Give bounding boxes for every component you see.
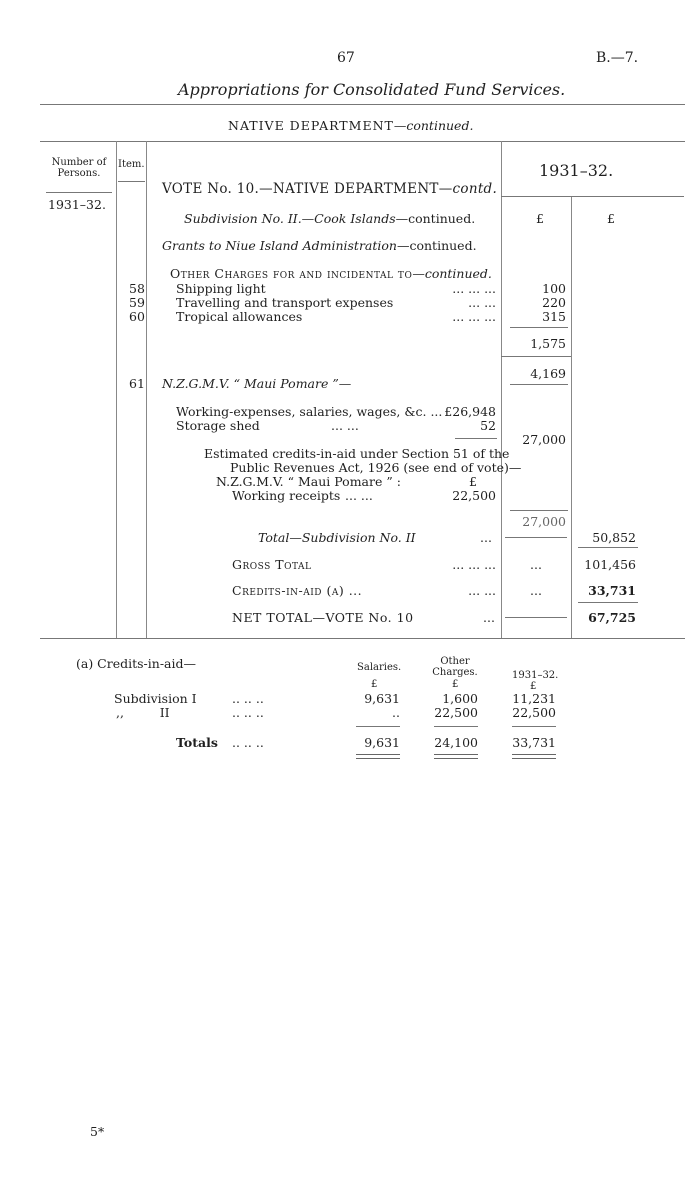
footnote-row-year: 22,500 bbox=[512, 705, 556, 720]
storage-shed-dots: ... ... bbox=[331, 418, 359, 433]
item-dots: ... ... ... bbox=[452, 281, 496, 296]
description-column-divider bbox=[501, 141, 502, 638]
net-total-label: NET TOTAL—VOTE No. 10 bbox=[232, 610, 414, 625]
footnote-double-rule-salaries bbox=[356, 754, 400, 759]
subdivision-continued: —continued. bbox=[395, 211, 476, 226]
page-title: Appropriations for Consolidated Fund Services. bbox=[178, 80, 566, 99]
table-top-rule bbox=[40, 141, 685, 142]
storage-shed-value: 52 bbox=[480, 418, 496, 433]
footnote-pound-year: £ bbox=[530, 681, 537, 692]
page-number: 67 bbox=[337, 50, 355, 66]
footnote-double-rule-year bbox=[512, 754, 556, 759]
grants-title: Grants to Niue Island Administration bbox=[162, 238, 397, 253]
item-label: Travelling and transport expenses bbox=[176, 295, 394, 310]
subtotal-value: 1,575 bbox=[530, 336, 566, 351]
subtotal-value: 4,169 bbox=[530, 366, 566, 381]
footnote-totals-year: 33,731 bbox=[512, 735, 556, 750]
footnote-row-dots: .. .. .. bbox=[232, 691, 264, 706]
grants-continued: —continued. bbox=[396, 238, 477, 253]
item-value: 315 bbox=[542, 309, 566, 324]
footnote-row-other: 1,600 bbox=[442, 691, 478, 706]
subdivision-total-label: Total—Subdivision No. II bbox=[258, 530, 416, 545]
item-header: Item. bbox=[118, 159, 145, 170]
grants-heading bbox=[162, 238, 477, 253]
credits-text-line-3: N.Z.G.M.V. “ Maui Pomare ” : bbox=[216, 474, 401, 489]
year-header-rule bbox=[501, 196, 684, 197]
maui-sum-rule bbox=[455, 438, 497, 439]
item-value: 220 bbox=[542, 295, 566, 310]
vote-heading bbox=[162, 181, 497, 197]
footnote-row-label: ,, II bbox=[116, 705, 170, 720]
persons-header-rule bbox=[46, 192, 112, 193]
net-total-dots: ... bbox=[483, 610, 495, 625]
other-charges-heading bbox=[170, 266, 492, 281]
credits-in-aid-dots: ... ... bbox=[468, 583, 496, 598]
subdivision-title: Subdivision No. II.—Cook Islands bbox=[184, 211, 396, 226]
net-total-value: 67,725 bbox=[588, 610, 636, 625]
gross-total-mid-dots: ... bbox=[530, 557, 542, 572]
footnote-totals-label: Totals bbox=[176, 735, 218, 750]
signature-mark: 5* bbox=[90, 1124, 105, 1139]
footnote-row-year: 11,231 bbox=[512, 691, 556, 706]
gross-total-value: 101,456 bbox=[584, 557, 636, 572]
item-value: 100 bbox=[542, 281, 566, 296]
footnote-row-dots: .. .. .. bbox=[232, 705, 264, 720]
credits-in-aid-value: 33,731 bbox=[588, 583, 636, 598]
document-reference: B.—7. bbox=[596, 50, 639, 66]
maui-heading: N.Z.G.M.V. “ Maui Pomare ”— bbox=[162, 376, 352, 391]
maui-net-value: 27,000 bbox=[522, 432, 566, 447]
footnote-rule-year bbox=[512, 726, 556, 727]
footnote-row-other: 22,500 bbox=[434, 705, 478, 720]
item-number: 58 bbox=[129, 281, 145, 296]
credits-in-aid-text: Credits-in-aid (a) ... bbox=[232, 583, 363, 598]
working-expenses-value: £26,948 bbox=[444, 404, 496, 419]
subdivision-heading bbox=[184, 211, 475, 226]
persons-year: 1931–32. bbox=[48, 197, 106, 212]
pound-unit-1: £ bbox=[536, 211, 544, 226]
working-receipts-label: Working receipts bbox=[232, 488, 341, 503]
item-header-rule bbox=[118, 181, 145, 182]
credits-in-aid-rule bbox=[578, 602, 638, 603]
item-number: 61 bbox=[129, 376, 145, 391]
department-name: NATIVE DEPARTMENT bbox=[228, 118, 394, 133]
footnote-pound-other: £ bbox=[452, 679, 459, 690]
number-of-persons-header: Number of Persons. bbox=[51, 157, 107, 179]
footnote-row-salaries: .. bbox=[392, 705, 400, 720]
gross-total-dots: ... ... ... bbox=[452, 557, 496, 572]
amount-column-divider bbox=[571, 196, 572, 638]
pound-unit-2: £ bbox=[607, 211, 615, 226]
subtotal-rule bbox=[510, 384, 568, 385]
other-charges-continued: —continued. bbox=[412, 266, 492, 281]
year-header: 1931–32. bbox=[539, 161, 614, 180]
credits-in-aid-label bbox=[232, 583, 362, 598]
subtotal-lower-rule bbox=[501, 356, 571, 357]
footnote-row-salaries: 9,631 bbox=[364, 691, 400, 706]
maui-total-rule bbox=[510, 510, 568, 511]
item-number: 59 bbox=[129, 295, 145, 310]
item-column-divider bbox=[146, 141, 147, 638]
working-expenses-label: Working-expenses, salaries, wages, &c. ... bbox=[176, 404, 443, 419]
working-receipts-value: 22,500 bbox=[452, 488, 496, 503]
vote-continued: contd. bbox=[452, 181, 498, 197]
item-label: Tropical allowances bbox=[176, 309, 303, 324]
subtotal-rule bbox=[510, 327, 568, 328]
credits-text-line-1: Estimated credits-in-aid under Section 51 of the bbox=[204, 446, 510, 461]
footnote-totals-other: 24,100 bbox=[434, 735, 478, 750]
footnote-row-label: Subdivision I bbox=[114, 691, 197, 706]
persons-column-divider bbox=[116, 141, 117, 638]
subdivision-total-dots: ... bbox=[480, 530, 492, 545]
item-dots: ... ... bbox=[468, 295, 496, 310]
storage-shed-label: Storage shed bbox=[176, 418, 260, 433]
subdivision-total-dash bbox=[505, 537, 567, 538]
other-charges-title: Other Charges for and incidental to bbox=[170, 266, 413, 281]
footnote-pound-salaries: £ bbox=[371, 679, 378, 690]
footnote-rule-salaries bbox=[356, 726, 400, 727]
footnote-other-header: Other Charges. bbox=[432, 656, 478, 678]
vote-title: VOTE No. 10.—NATIVE DEPARTMENT— bbox=[162, 181, 453, 197]
footnote-rule-other bbox=[434, 726, 478, 727]
maui-total-value: 27,000 bbox=[522, 514, 566, 529]
credits-in-aid-mid-dots: ... bbox=[530, 583, 542, 598]
header-rule bbox=[40, 104, 685, 105]
item-number: 60 bbox=[129, 309, 145, 324]
credits-text-line-2: Public Revenues Act, 1926 (see end of vote)— bbox=[230, 460, 522, 475]
footnote-totals-dots: .. .. .. bbox=[232, 735, 264, 750]
item-dots: ... ... ... bbox=[452, 309, 496, 324]
credits-pound: £ bbox=[469, 474, 477, 489]
footnote-title: (a) Credits-in-aid— bbox=[76, 656, 197, 671]
department-heading bbox=[228, 118, 473, 133]
footnote-totals-salaries: 9,631 bbox=[364, 735, 400, 750]
footnote-salaries-header: Salaries. bbox=[357, 662, 402, 673]
working-receipts-dots: ... ... bbox=[345, 488, 373, 503]
footnote-double-rule-other bbox=[434, 754, 478, 759]
table-bottom-rule bbox=[40, 638, 685, 639]
subdivision-total-rule bbox=[578, 547, 638, 548]
department-continued: —continued. bbox=[393, 118, 474, 133]
gross-total-label: Gross Total bbox=[232, 557, 312, 572]
footnote-year-header: 1931–32. bbox=[512, 670, 559, 681]
item-label: Shipping light bbox=[176, 281, 266, 296]
net-total-dash bbox=[505, 617, 567, 618]
subdivision-total-value: 50,852 bbox=[592, 530, 636, 545]
